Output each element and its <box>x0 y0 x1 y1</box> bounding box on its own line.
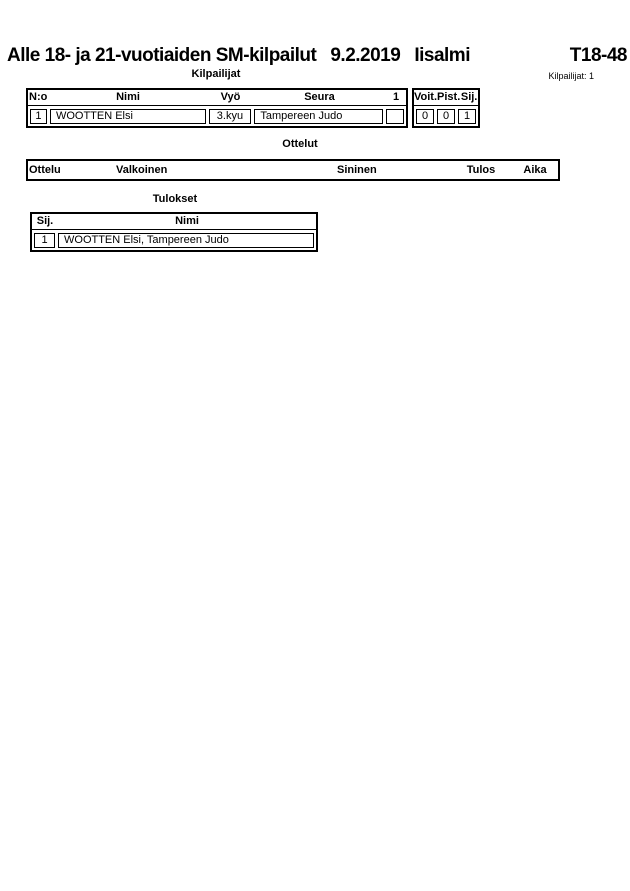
cell-pist: 0 <box>437 109 455 124</box>
tulokset-table <box>30 212 318 252</box>
cell-sij: 1 <box>458 109 476 124</box>
table-row <box>414 106 478 126</box>
competitor-count-label: Kilpailijat: 1 <box>548 71 594 81</box>
cell-voit: 0 <box>416 109 434 124</box>
kilpailijat-section-heading: Kilpailijat <box>191 68 241 80</box>
kilpailijat-stats-table <box>412 88 480 128</box>
ottelut-table <box>26 159 560 181</box>
title-city: Iisalmi <box>414 45 470 66</box>
kilpailijat-table <box>26 88 408 128</box>
kilpailijat-header-row <box>28 90 406 106</box>
cell-vyo: 3.kyu <box>209 109 252 124</box>
title-date: 9.2.2019 <box>330 45 401 66</box>
col-header-sij: Sij. <box>36 215 54 227</box>
col-header-vyo: Vyö <box>220 91 241 103</box>
col-header-valkoinen: Valkoinen <box>116 163 168 176</box>
col-header-pist: Pist. <box>437 91 461 103</box>
col-header-tulos: Tulos <box>466 163 496 176</box>
cell-sij: 1 <box>34 233 55 248</box>
col-header-nimi: Nimi <box>175 215 199 227</box>
ottelut-section-heading: Ottelut <box>282 138 318 150</box>
tulokset-header-row <box>32 214 316 230</box>
col-header-sininen: Sininen <box>337 163 377 176</box>
cell-seura: Tampereen Judo <box>254 109 383 124</box>
cell-no: 1 <box>30 109 47 124</box>
col-header-voit: Voit. <box>414 91 438 103</box>
col-header-aika: Aika <box>523 163 547 176</box>
cell-pool1 <box>386 109 404 124</box>
report-title <box>7 45 627 66</box>
col-header-no: N:o <box>29 91 48 103</box>
table-row <box>32 230 316 250</box>
cell-nimi: WOOTTEN Elsi, Tampereen Judo <box>58 233 314 248</box>
col-header-nimi: Nimi <box>116 91 140 103</box>
col-header-pool1: 1 <box>392 91 400 103</box>
tulokset-section-heading: Tulokset <box>152 193 198 205</box>
stats-header-row <box>414 90 478 106</box>
title-event-name: Alle 18- ja 21-vuotiaiden SM-kilpailut <box>7 45 317 66</box>
col-header-ottelu: Ottelu <box>29 163 61 176</box>
table-row <box>28 106 406 126</box>
col-header-sij: Sij. <box>460 91 478 103</box>
col-header-seura: Seura <box>304 91 335 103</box>
title-weight-category: T18-48 <box>569 45 627 66</box>
cell-nimi: WOOTTEN Elsi <box>50 109 206 124</box>
